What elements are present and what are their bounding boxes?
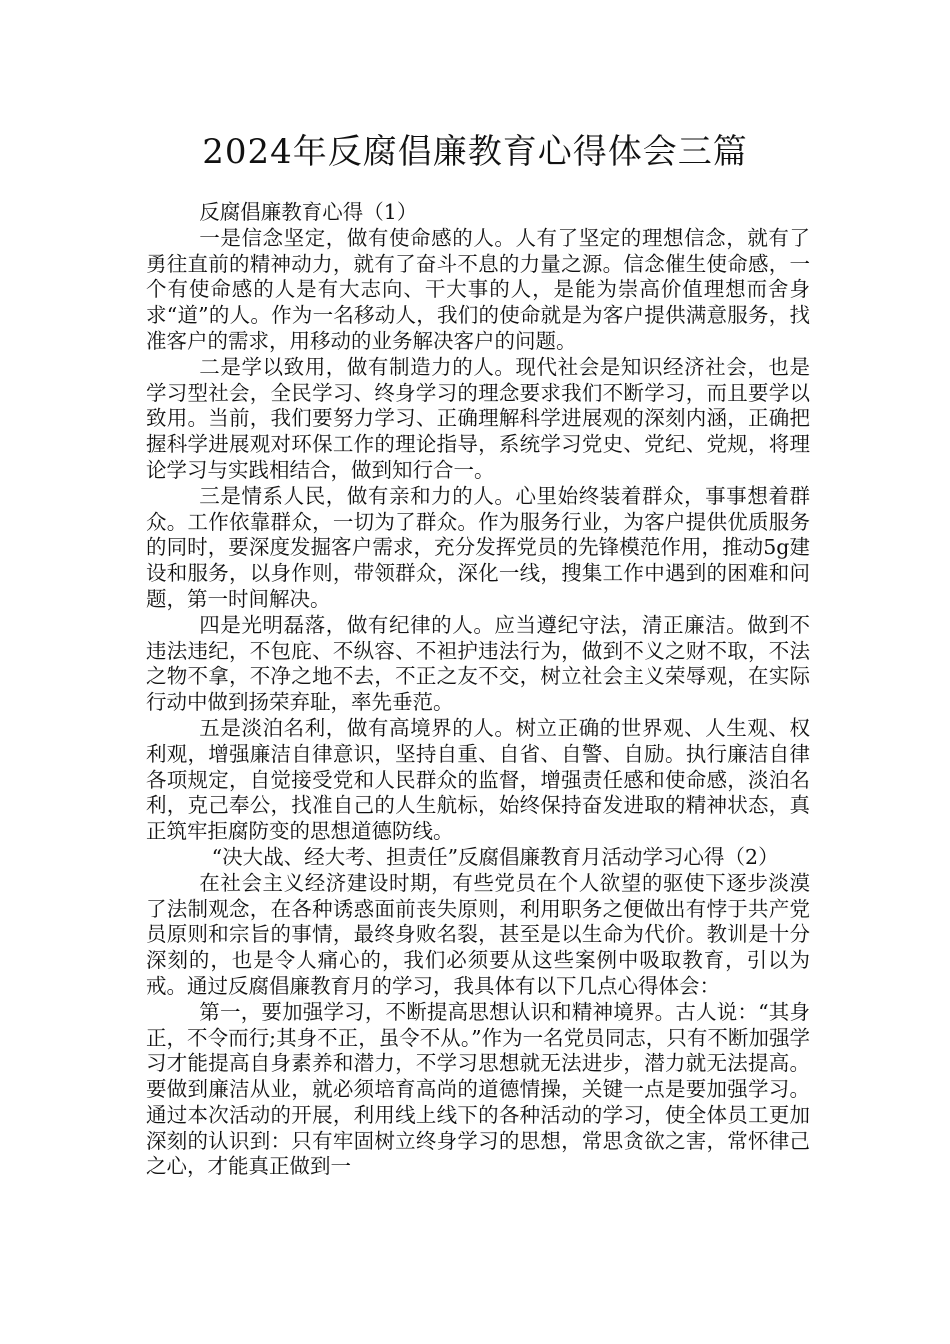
paragraph: 五是淡泊名利，做有高境界的人。树立正确的世界观、人生观、权利观，增强廉洁自律意识，坚持自重、自省、自警、自励。执行廉洁自律各项规定，自觉接受党和人民群众的监督，增强责任感和使命感，淡泊名利，克己奉公，找准自己的人生航标，始终保持奋发进取的精神状态，真正筑牢拒腐防变的思想道德防线。 [146, 715, 810, 844]
document-title: 2024年反腐倡廉教育心得体会三篇 [202, 132, 748, 172]
paragraph: 一是信念坚定，做有使命感的人。人有了坚定的理想信念，就有了勇往直前的精神动力，就有了奋斗不息的力量之源。信念催生使命感，一个有使命感的人是有大志向、干大事的人，是能为崇高价值理想而舍身求“道”的人。作为一名移动人，我们的使命就是为客户提供满意服务，找准客户的需求，用移动的业务解决客户的问题。 [146, 225, 810, 353]
paragraph: 三是情系人民，做有亲和力的人。心里始终装着群众，事事想着群众。工作依靠群众，一切为了群众。作为服务行业，为客户提供优质服务的同时，要深度发掘客户需求，充分发挥党员的先锋模范作用，推动5g建设和服务，以身作则，带领群众，深化一线，搜集工作中遇到的困难和问题，第一时间解决。 [146, 483, 810, 611]
paragraph: 二是学以致用，做有制造力的人。现代社会是知识经济社会，也是学习型社会，全民学习、终身学习的理念要求我们不断学习，而且要学以致用。当前，我们要努力学习、正确理解科学进展观的深刻内涵，正确把握科学进展观对环保工作的理论指导，系统学习党史、党纪、党规，将理论学习与实践相结合，做到知行合一。 [146, 354, 810, 482]
document-body [146, 200, 810, 1180]
section-heading-1: 反腐倡廉教育心得（1） [199, 200, 418, 224]
paragraph: 在社会主义经济建设时期，有些党员在个人欲望的驱使下逐步淡漠了法制观念，在各种诱惑面前丧失原则，利用职务之便做出有悖于共产党员原则和宗旨的事情，最终身败名裂，甚至是以生命为代价。教训是十分深刻的，也是令人痛心的，我们必须要从这些案例中吸取教育，引以为戒。通过反腐倡廉教育月的学习，我具体有以下几点心得体会： [146, 870, 810, 998]
section-heading-2: “决大战、经大考、担责任”反腐倡廉教育月活动学习心得（2） [211, 844, 779, 869]
paragraph: 第一，要加强学习，不断提高思想认识和精神境界。古人说：“其身正，不令而行;其身不正，虽令不从。”作为一名党员同志，只有不断加强学习才能提高自身素养和潜力，不学习思想就无法进步，潜力就无法提高。要做到廉洁从业，就必须培育高尚的道德情操，关键一点是要加强学习。通过本次活动的开展，利用线上线下的各种活动的学习，使全体员工更加深刻的认识到：只有牢固树立终身学习的思想，常思贪欲之害，常怀律己之心，才能真正做到一 [146, 999, 810, 1179]
paragraph: 四是光明磊落，做有纪律的人。应当遵纪守法，清正廉洁。做到不违法违纪，不包庇、不纵容、不袒护违法行为，做到不义之财不取，不法之物不拿，不净之地不去，不正之友不交，树立社会主义荣辱观，在实际行动中做到扬荣弃耻，率先垂范。 [146, 612, 810, 715]
